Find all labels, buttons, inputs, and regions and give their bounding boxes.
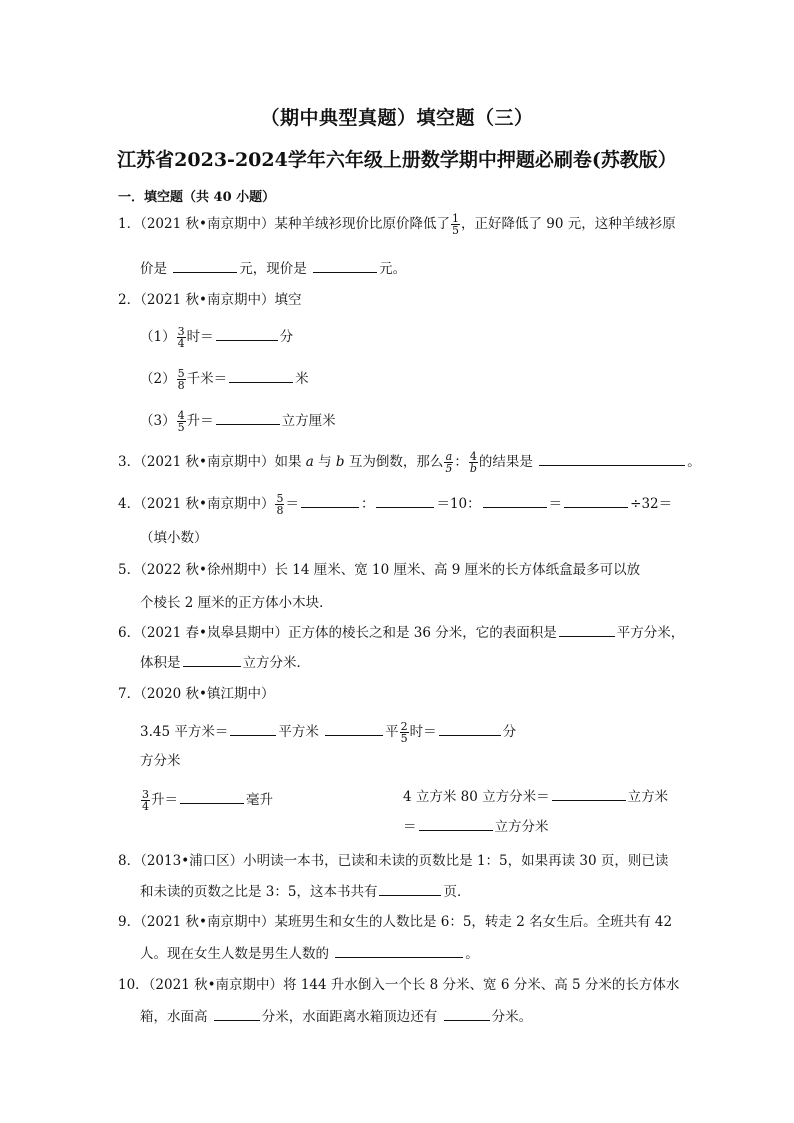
section-heading: 一．填空题（共 40 小题）: [118, 190, 276, 205]
question-7-row-2-left: $\frac{3}{4}$ 升＝ 毫升: [142, 788, 273, 813]
question-6-line-1: 6．（2021 春•岚皋县期中）正方体的棱长之和是 36 分米，它的表面积是 平方分米，: [118, 622, 684, 643]
answer-blank[interactable]: [419, 816, 493, 831]
answer-blank[interactable]: [335, 943, 463, 958]
question-7-title: 7．（2020 秋•镇江期中）: [118, 686, 275, 702]
question-2-title: 2．（2021 秋•南京期中）填空: [118, 292, 302, 308]
answer-blank[interactable]: [559, 622, 615, 637]
answer-blank[interactable]: [216, 326, 278, 341]
answer-blank[interactable]: [183, 652, 241, 667]
question-10-line-1: 10．（2021 秋•南京期中）将 144 升水倒入一个长 8 分米、宽 6 分米、高 5 分米的长方体水: [118, 977, 680, 993]
answer-blank[interactable]: [376, 493, 434, 508]
answer-blank[interactable]: [230, 721, 276, 736]
question-2-item-2: （2） $\frac{5}{8}$ 千米＝ 米: [140, 367, 309, 392]
question-2-item-3: （3） $\frac{4}{5}$ 升＝ 立方厘米: [140, 409, 336, 434]
question-7-row-1: 3.45 平方米＝ 平方米 平 $\frac{2}{5}$ 时＝ 分: [140, 720, 517, 745]
question-10-line-2: 箱，水面高 分米，水面距离水箱顶边还有 分米。: [140, 1006, 532, 1027]
answer-blank[interactable]: [229, 368, 293, 383]
answer-blank[interactable]: [483, 493, 547, 508]
answer-blank[interactable]: [180, 789, 244, 804]
question-4-line-1: 4．（2021 秋•南京期中） $\frac{5}{8}$ ＝ ： ＝10： ＝ ÷32＝: [118, 492, 673, 517]
answer-blank[interactable]: [325, 721, 383, 736]
question-1-line-2: 价是 元，现价是 元。: [140, 258, 406, 279]
question-3: 3．（2021 秋•南京期中）如果 a 与 b 互为倒数，那么 $\frac{a}{5}$ ： $\frac{4}{b}$ 的结果是 。: [118, 450, 701, 475]
question-7-row-2-right: 4 立方米 80 立方分米＝ 立方米: [403, 786, 668, 807]
question-9-line-1: 9．（2021 秋•南京期中）某班男生和女生的人数比是 6：5，转走 2 名女生后。全班共有 42: [118, 914, 673, 930]
answer-blank[interactable]: [301, 493, 359, 508]
question-8-line-2: 和未读的页数之比是 3：5，这本书共有 页．: [140, 881, 470, 902]
question-7-row-1-cont: 方分米: [140, 753, 181, 769]
question-5-line-2: 个棱长 2 厘米的正方体小木块．: [140, 595, 333, 611]
answer-blank[interactable]: [444, 1006, 490, 1021]
question-2-item-1: （1） $\frac{3}{4}$ 时＝ 分: [140, 325, 294, 350]
question-1-line-1: 1．（2021 秋•南京期中）某种羊绒衫现价比原价降低了 $\frac{1}{5}$ ，正好降低了 90 元，这种羊绒衫原: [118, 212, 676, 237]
question-9-line-2: 人。现在女生人数是男生人数的 。: [140, 943, 479, 964]
answer-blank[interactable]: [214, 1006, 260, 1021]
answer-blank[interactable]: [539, 451, 685, 466]
fraction: $\frac{1}{5}$: [451, 212, 459, 237]
question-8-line-1: 8．（2013•浦口区）小明读一本书，已读和未读的页数比是 1：5，如果再读 30 页，则已读: [118, 853, 669, 869]
answer-blank[interactable]: [313, 258, 377, 273]
page-subtitle: 江苏省2023-2024学年六年级上册数学期中押题必刷卷(苏教版）: [117, 149, 677, 171]
question-5-line-1: 5．（2022 秋•徐州期中）长 14 厘米、宽 10 厘米、高 9 厘米的长方体纸盒最多可以放: [118, 562, 641, 578]
answer-blank[interactable]: [173, 258, 237, 273]
question-4-line-2: （填小数）: [140, 530, 208, 546]
answer-blank[interactable]: [379, 881, 441, 896]
question-6-line-2: 体积是 立方分米．: [140, 652, 310, 673]
page-title: （期中典型真题）填空题（三）: [260, 107, 534, 129]
answer-blank[interactable]: [216, 410, 280, 425]
answer-blank[interactable]: [439, 721, 501, 736]
question-7-row-3-right: ＝ 立方分米: [403, 816, 549, 837]
answer-blank[interactable]: [552, 786, 626, 801]
answer-blank[interactable]: [564, 493, 628, 508]
